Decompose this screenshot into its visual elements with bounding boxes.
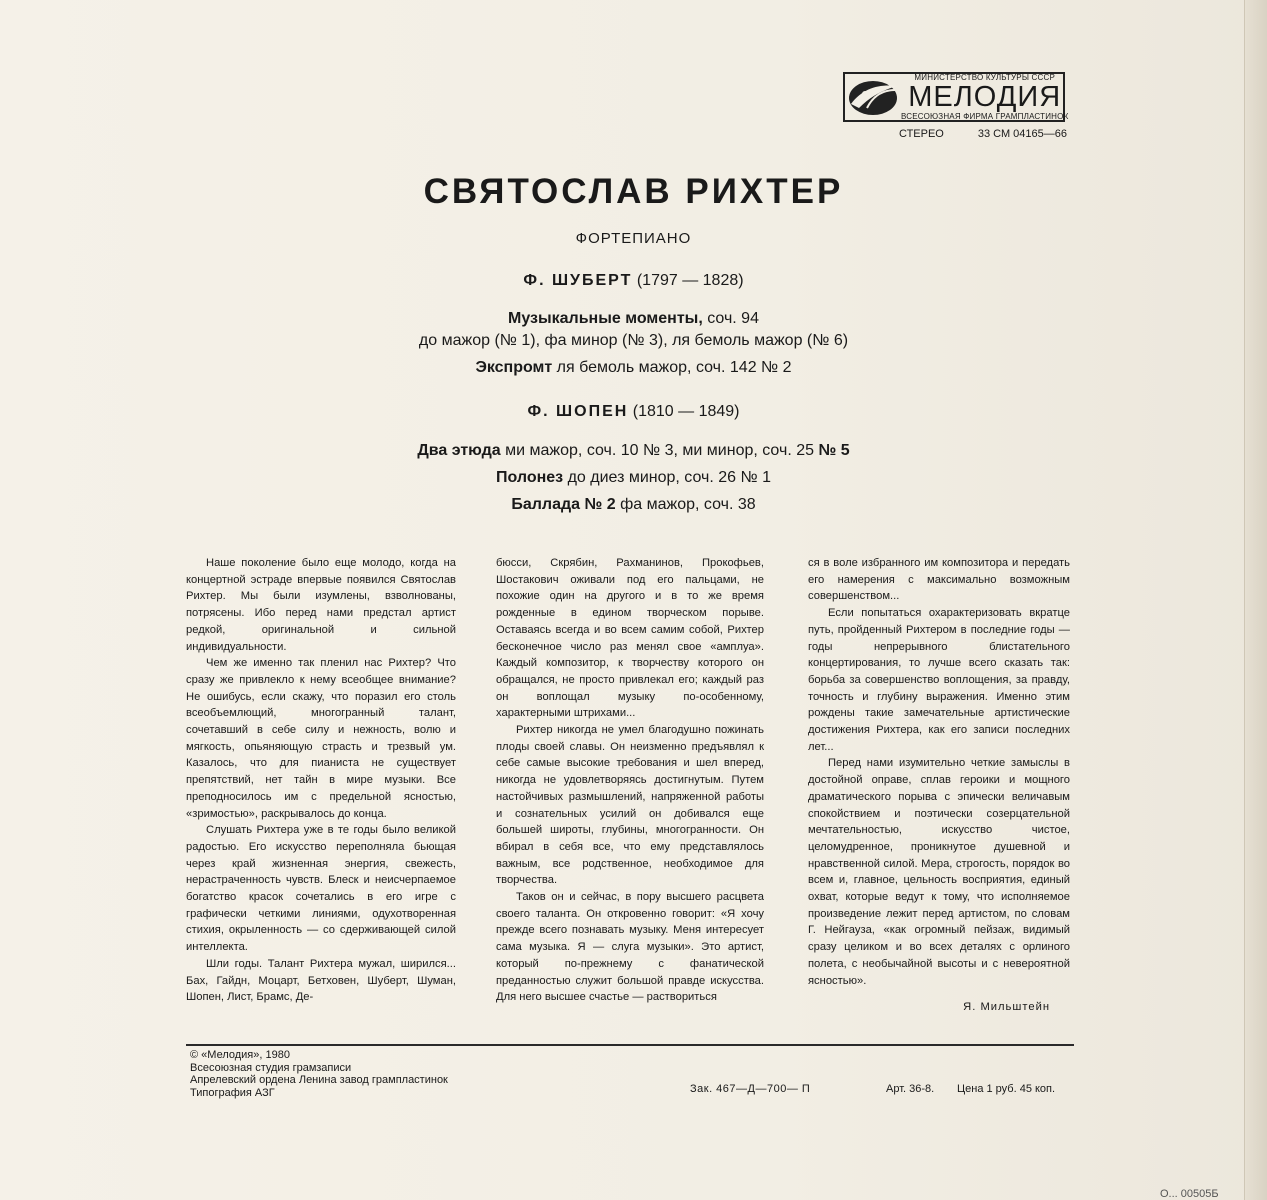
notes-paragraph: Шли годы. Талант Рихтера мужал, ширился... Бах, Гайдн, Моцарт, Бетховен, Шуберт, Шуман, Шопен, Лист, Брамс, Де-: [186, 957, 456, 1004]
subtitle: ФОРТЕПИАНО: [575, 230, 692, 247]
logo-ministry: МИНИСТЕРСТВО КУЛЬТУРЫ СССР: [914, 72, 1056, 82]
etudes-title: Два этюда: [417, 442, 501, 459]
ballade-line: [0, 496, 1267, 514]
ballade-title: Баллада № 2: [511, 496, 616, 513]
printer: Типография АЗГ: [190, 1086, 275, 1099]
notes-column-3: [808, 555, 1070, 1016]
polonaise-title: Полонез: [495, 469, 564, 486]
catalog-number: 33 СМ 04165—66: [977, 128, 1067, 140]
price: Цена 1 руб. 45 коп.: [957, 1083, 1056, 1095]
moments-opus: соч. 94: [707, 310, 759, 327]
moments-keys: до мажор (№ 1), фа минор (№ 3), ля бемоль мажор (№ 6): [418, 332, 849, 349]
notes-column-2: [496, 555, 764, 1006]
etudes-details: ми мажор, соч. 10 № 3, ми минор, соч. 25: [505, 442, 814, 459]
logo-company: ВСЕСОЮЗНАЯ ФИРМА ГРАМПЛАСТИНОК: [901, 111, 1069, 121]
chopin-years: (1810 — 1849): [632, 403, 740, 420]
notes-paragraph: Если попытаться охарактеризовать вкратце путь, пройденный Рихтером в последние годы — годы непрерывного блистательного концертирования, то лучше всего сказать так: борьба за совершенство воплощения, за правду, точность и глубину выражения. Именно этим рождены такие замечательные артистические достижения Рихтера, как его записи последних лет...: [808, 607, 1070, 753]
plant: Апрелевский ордена Ленина завод грампластинок: [190, 1074, 448, 1087]
copyright: © «Мелодия», 1980: [190, 1049, 290, 1061]
notes-paragraph: Наше поколение было еще молодо, когда на концертной эстраде впервые появился Святослав Рихтер. Мы были изумлены, взволнованы, потрясены. Ибо перед нами предстал артист редкой, оригинальной и сильной индивидуальности.: [186, 557, 456, 653]
composer-chopin: Ф. ШОПЕН: [527, 403, 629, 420]
studio: Всесоюзная студия грамзаписи: [190, 1061, 352, 1074]
credits: [190, 1049, 448, 1099]
format-label: СТЕРЕО: [899, 128, 944, 140]
notes-paragraph: бюсси, Скрябин, Рахманинов, Прокофьев, Шостакович оживали под его пальцами, не похожие один на другого и в то же время рожденные в едином творческом порыве. Оставаясь всегда и во всем самим собой, Рихтер бесконечное число раз менял свое «амплуа». Каждый композитор, к творчеству которого он обращался, не просто привлекал его; каждый раз он воплощал музыку по-особенному, характерными штрихами...: [496, 557, 764, 720]
notes-paragraph: ся в воле избранного им композитора и передать его намерения с максимально возможным совершенством...: [808, 557, 1070, 603]
melodiya-logo: [843, 72, 1069, 122]
composer-schubert: Ф. ШУБЕРТ: [523, 272, 633, 289]
impromptu-title: Экспромт: [475, 359, 553, 376]
notes-paragraph: Таков он и сейчас, в пору высшего расцвета своего таланта. Он откровенно говорит: «Я хочу прежде всего познавать музыку. Меня интересует сама музыка. Я — слуга музыки». Это артист, который по-прежнему с фанатической преданностью служит большой правде искусства. Для него высшее счастье — раствориться: [496, 891, 764, 1004]
notes-paragraph: Рихтер никогда не умел благодушно пожинать плоды своей славы. Он неизменно предъявлял к себе самые высокие требования и шел вперед, никогда не удовлетворяясь достигнутым. Путем настойчивых размышлений, напряженной работы и сознательных усилий он добивался еще большей широты, глубины, многогранности. Он вбирал в себя все, что ему представлялось важным, все родственное, необходимое для творчества.: [496, 724, 764, 887]
impromptu-line: [0, 359, 1267, 377]
polonaise-details: до диез минор, соч. 26 № 1: [567, 469, 772, 486]
logo-text: [901, 74, 1068, 121]
notes-paragraph: Перед нами изумительно четкие замыслы в достойной оправе, сплав героики и мощного драматического порыва с эпически величавым спокойствием и поэтически созерцательной мечтательностью, искусство чистое, целомудренное, проникнутое душевной и нравственной силой. Мера, строгость, порядок во всем и, главное, цельность восприятия, единый охват, которые ведут к тому, что исполняемое произведение лежит перед артистом, по словам Г. Нейгауза, «как огромный пейзаж, видимый сразу целиком и во всех деталях с орлиного полета, с необычайной высоты и с невероятной ясностью».: [808, 757, 1070, 987]
chopin-heading: [0, 403, 1267, 421]
notes-column-1: [186, 555, 456, 1006]
divider: [186, 1044, 1074, 1046]
author-signature: Я. Мильштейн: [963, 1001, 1050, 1014]
logo-name: МЕЛОДИЯ: [908, 80, 1062, 113]
article-number: Арт. 36-8.: [886, 1083, 935, 1095]
order-number: Зак. 467—Д—700— П: [690, 1083, 811, 1095]
moments-title: Музыкальные моменты,: [508, 310, 703, 327]
melodiya-emblem-icon: [845, 74, 901, 120]
page-title: СВЯТОСЛАВ РИХТЕР: [423, 172, 844, 211]
catalog-info: [899, 128, 1067, 140]
etudes-line: [0, 442, 1267, 460]
schubert-years: (1797 — 1828): [636, 272, 744, 289]
notes-paragraph: Чем же именно так пленил нас Рихтер? Что сразу же привлекло к нему всеобщее внимание? Не ошибусь, если скажу, что поразил его столь всеобъемлющий, многогранный талант, сочетавший в себе силу и нежность, волю и мягкость, опьяняющую страсть и трезвый ум. Казалось, что для пианиста не существует препятствий, нет тайн в мире музыки. Все преподносилось им с предельной ясностью, «зримостью», раскрывалось до конца.: [186, 657, 456, 820]
etudes-number: № 5: [818, 442, 850, 459]
moments-line: [0, 310, 1267, 328]
notes-paragraph: Слушать Рихтера уже в те годы было великой радостью. Его искусство переполняла бьющая через край жизненная энергия, свежесть, нерастраченность чувств. Блеск и неисчерпаемое богатство красок сочетались в его игре с графически четкими линиями, одухотворенная стихия, окрыленность — со сдерживающей силой интеллекта.: [186, 824, 456, 954]
polonaise-line: [0, 469, 1267, 487]
schubert-heading: [0, 272, 1267, 290]
corner-code: О... 00505Б: [1160, 1188, 1219, 1200]
impromptu-details: ля бемоль мажор, соч. 142 № 2: [556, 359, 792, 376]
ballade-details: фа мажор, соч. 38: [620, 496, 756, 513]
